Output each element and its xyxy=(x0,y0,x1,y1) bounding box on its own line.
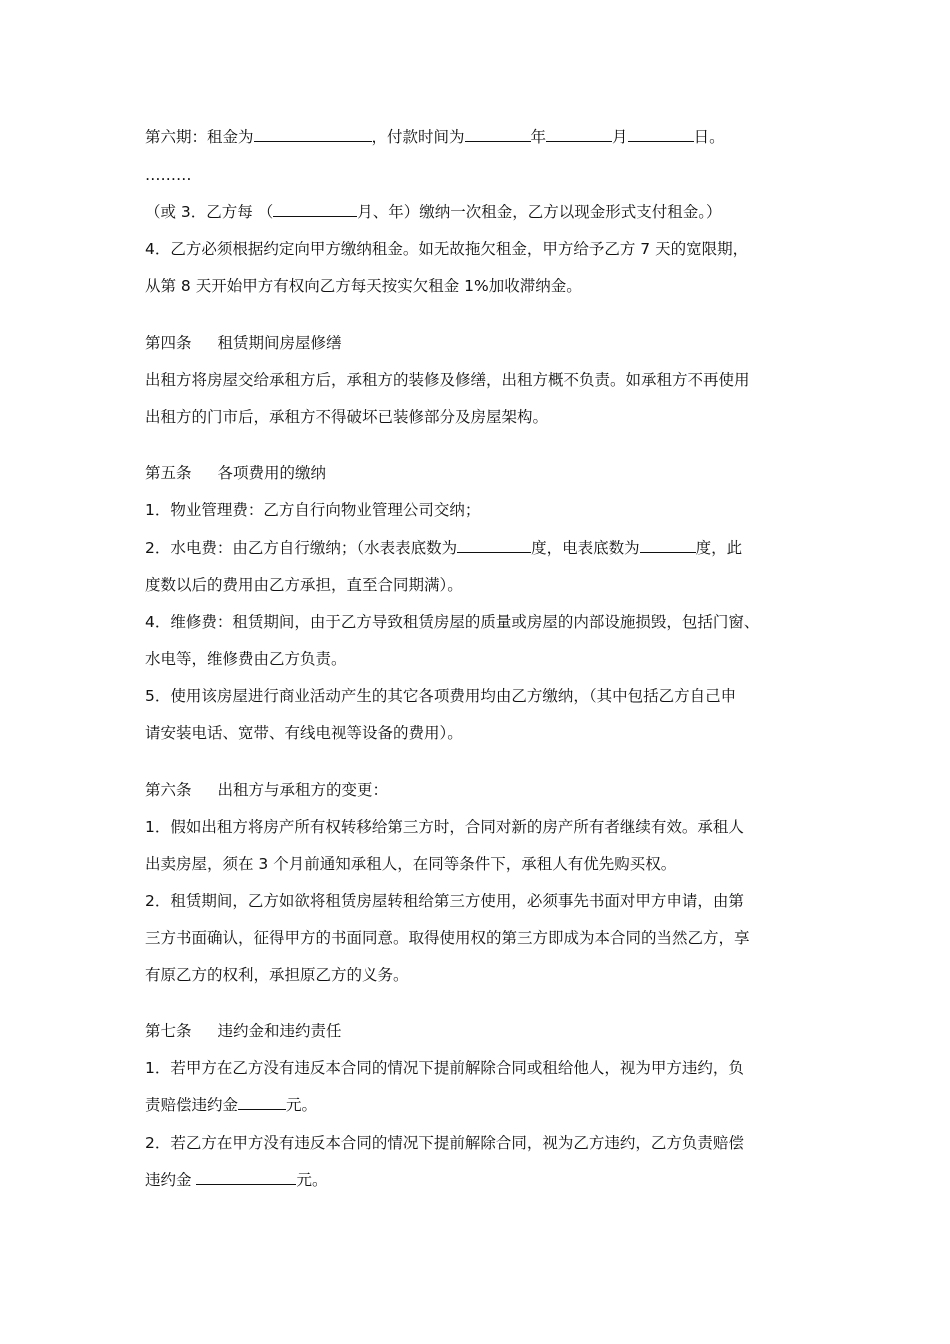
alt-item-3 xyxy=(145,201,721,223)
article-4-number: 第四条 xyxy=(145,334,192,352)
sixth-period-line xyxy=(145,126,725,148)
article-6-title: 出租方与承租方的变更： xyxy=(217,781,389,799)
penalty-label-b: 违约金 xyxy=(145,1171,197,1189)
alt3-text-b: 月、年）缴纳一次租金，乙方以现金形式支付租金。） xyxy=(357,203,722,221)
yuan-label-b: 元。 xyxy=(296,1171,328,1189)
article-5-item2 xyxy=(145,537,742,559)
payment-time-label: ，付款时间为 xyxy=(371,128,465,146)
article-4-heading xyxy=(145,332,342,354)
year-label: 年 xyxy=(530,128,547,146)
article-5-item5-line1: 5．使用该房屋进行商业活动产生的其它各项费用均由乙方缴纳，（其中包括乙方自己申 xyxy=(145,687,737,705)
article-6-item2-line1: 2．租赁期间，乙方如欲将租赁房屋转租给第三方使用，必须事先书面对甲方申请，由第 xyxy=(145,892,744,910)
article-5-number: 第五条 xyxy=(145,464,192,482)
electric-meter-blank xyxy=(640,538,696,553)
degree-label: 度，此 xyxy=(695,539,743,557)
article-7-item1-line2 xyxy=(145,1094,317,1116)
penalty-label-a: 责赔偿违约金 xyxy=(145,1096,239,1114)
article-7-item2-line1: 2．若乙方在甲方没有违反本合同的情况下提前解除合同，视为乙方违约，乙方负责赔偿 xyxy=(145,1134,744,1152)
article-6-item2-line3: 有原乙方的权利，承担原乙方的义务。 xyxy=(145,966,409,984)
article-7-heading xyxy=(145,1020,342,1042)
article-5-item4-line2: 水电等，维修费由乙方负责。 xyxy=(145,650,347,668)
penalty-a-blank xyxy=(238,1095,286,1110)
article-5-heading xyxy=(145,462,326,484)
water-meter-label: 2．水电费：由乙方自行缴纳；（水表表底数为 xyxy=(145,539,458,557)
article-7-item2-line2 xyxy=(145,1169,327,1191)
article-6-item1-line2: 出卖房屋，须在 3 个月前通知承租人，在同等条件下，承租人有优先购买权。 xyxy=(145,855,677,873)
penalty-b-blank xyxy=(196,1170,296,1185)
electric-meter-label: 度，电表底数为 xyxy=(531,539,640,557)
article-7-item1-line1: 1．若甲方在乙方没有违反本合同的情况下提前解除合同或租给他人，视为甲方违约，负 xyxy=(145,1059,744,1077)
article-4-line2: 出租方的门市后，承租方不得破坏已装修部分及房屋架构。 xyxy=(145,408,549,426)
article-5-item1: 1．物业管理费：乙方自行向物业管理公司交纳； xyxy=(145,501,481,519)
article-7-title: 违约金和违约责任 xyxy=(217,1022,342,1040)
item4-line1: 4．乙方必须根据约定向甲方缴纳租金。如无故拖欠租金，甲方给予乙方 7 天的宽限期， xyxy=(145,240,749,258)
article-5-title: 各项费用的缴纳 xyxy=(217,464,327,482)
month-blank xyxy=(546,127,612,142)
article-4-line1: 出租方将房屋交给承租方后，承租方的装修及修缮，出租方概不负责。如承租方不再使用 xyxy=(145,371,750,389)
month-label: 月 xyxy=(612,128,628,146)
alt3-text-a: （或 3．乙方每 （ xyxy=(145,203,274,221)
article-4-title: 租赁期间房屋修缮 xyxy=(217,334,342,352)
water-meter-blank xyxy=(457,538,531,553)
article-6-heading xyxy=(145,779,388,801)
sixth-period-label: 第六期：租金为 xyxy=(145,128,254,146)
day-label: 日。 xyxy=(693,128,725,146)
article-5-item4-line1: 4．维修费：租赁期间，由于乙方导致租赁房屋的质量或房屋的内部设施损毁，包括门窗、 xyxy=(145,613,760,631)
article-5-item2-line2: 度数以后的费用由乙方承担，直至合同期满）。 xyxy=(145,576,463,594)
article-6-item1-line1: 1．假如出租方将房产所有权转移给第三方时，合同对新的房产所有者继续有效。承租人 xyxy=(145,818,744,836)
article-5-item5-line2: 请安装电话、宽带、有线电视等设备的费用）。 xyxy=(145,724,463,742)
item4-line2: 从第 8 天开始甲方有权向乙方每天按实欠租金 1%加收滞纳金。 xyxy=(145,277,582,295)
day-blank xyxy=(628,127,694,142)
period-blank xyxy=(273,202,357,217)
ellipsis: ……… xyxy=(145,166,192,184)
yuan-label-a: 元。 xyxy=(286,1096,318,1114)
year-blank xyxy=(465,127,531,142)
article-7-number: 第七条 xyxy=(145,1022,192,1040)
article-6-number: 第六条 xyxy=(145,781,192,799)
rent-amount-blank xyxy=(254,127,372,142)
article-6-item2-line2: 三方书面确认，征得甲方的书面同意。取得使用权的第三方即成为本合同的当然乙方，享 xyxy=(145,929,750,947)
